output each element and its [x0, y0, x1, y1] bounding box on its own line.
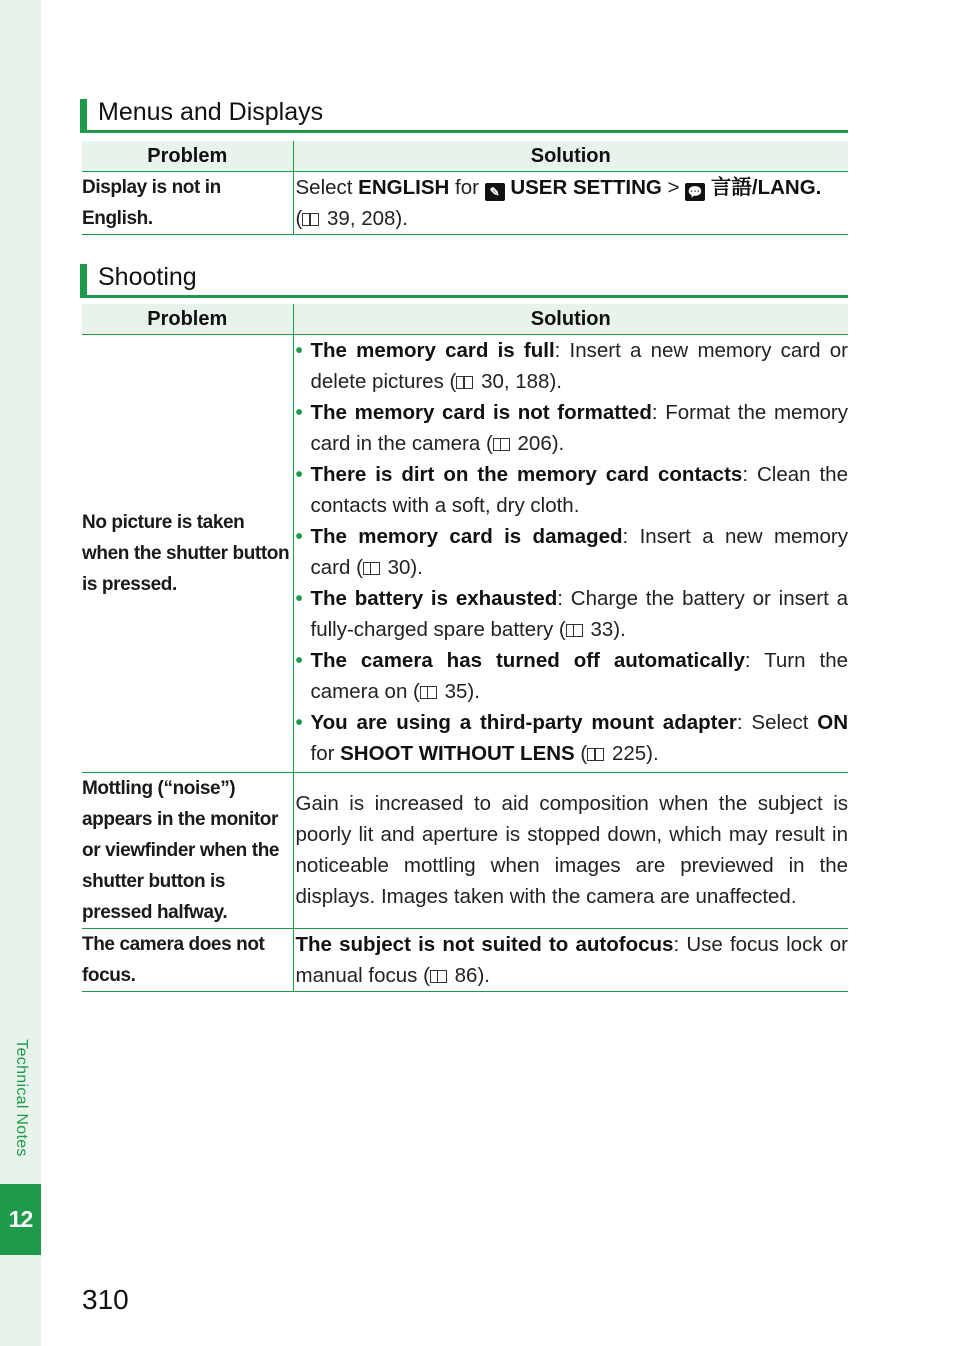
section-title: Menus and Displays: [98, 98, 324, 126]
book-page-ref-icon: [363, 562, 380, 575]
column-header-solution: Solution: [293, 141, 848, 172]
problem-cell: The camera does not focus.: [82, 934, 265, 986]
section-heading-menus: [80, 99, 848, 133]
page-reference[interactable]: 39, 208).: [327, 207, 408, 230]
list-item: • The memory card is not formatted: Format the memory card in the camera ( 206).: [295, 401, 848, 455]
table-row: [82, 929, 848, 992]
chapter-tab[interactable]: 12: [0, 1184, 41, 1255]
problem-cell: No picture is taken when the shutter button is pressed.: [82, 512, 290, 595]
page-reference[interactable]: 206).: [517, 432, 565, 455]
list-item: • There is dirt on the memory card contacts: Clean the contacts with a soft, dry cloth.: [295, 463, 848, 517]
book-page-ref-icon: [566, 624, 583, 637]
section-title: Shooting: [98, 263, 197, 291]
list-item: • The memory card is damaged: Insert a new memory card ( 30).: [295, 525, 848, 579]
solution-cell: [293, 929, 848, 992]
book-page-ref-icon: [430, 970, 447, 983]
section-heading-shooting: [80, 264, 848, 298]
problem-cell: Display is not in English.: [82, 177, 221, 229]
page-reference[interactable]: 33).: [590, 618, 626, 641]
problem-cell: Mottling (“noise”) appears in the monitor or viewfinder when the shutter button is pressed halfway.: [82, 778, 280, 923]
table-row: [82, 335, 848, 773]
solution-text: Gain is increased to aid composition when the subject is poorly lit and aperture is stopped down, which may result in noticeable mottling when images are previewed in the displays. Images taken with the camera are unaffected.: [295, 791, 848, 908]
page-reference[interactable]: 35).: [444, 680, 480, 703]
page-reference[interactable]: 30, 188).: [481, 370, 562, 393]
chapter-side-label: Technical Notes: [13, 1039, 30, 1157]
section-bar: [80, 264, 87, 295]
shooting-table: [82, 304, 848, 992]
column-header-problem: Problem: [82, 304, 293, 335]
page-reference[interactable]: 86).: [454, 964, 490, 987]
page-number: 310: [82, 1284, 129, 1315]
list-item: • The camera has turned off automatically: Turn the camera on ( 35).: [295, 649, 848, 703]
solution-bullet-list: [296, 335, 849, 769]
language-menu-icon: 💬: [685, 183, 705, 201]
book-page-ref-icon: [420, 686, 437, 699]
book-page-ref-icon: [302, 213, 319, 226]
solution-cell: [293, 773, 848, 929]
solution-cell: Select ENGLISH for ✎ USER SETTING > 💬 言語/LANG. ( 39, 208).: [293, 172, 848, 235]
column-header-solution: Solution: [293, 304, 848, 335]
page-reference[interactable]: 225).: [611, 742, 659, 765]
menus-table: [82, 141, 848, 235]
book-page-ref-icon: [587, 748, 604, 761]
user-setting-menu-icon: ✎: [485, 183, 505, 201]
book-page-ref-icon: [456, 376, 473, 389]
table-row: [82, 172, 848, 235]
list-item: • The memory card is full: Insert a new memory card or delete pictures ( 30, 188).: [295, 339, 848, 393]
table-row: [82, 773, 848, 929]
solution-cell: [293, 335, 848, 773]
book-page-ref-icon: [493, 438, 510, 451]
solution-text: The subject is not suited to autofocus: Use focus lock or manual focus ( 86).: [295, 933, 848, 987]
column-header-problem: Problem: [82, 141, 293, 172]
solution-text: Select ENGLISH for ✎ USER SETTING > 💬 言語/LANG.: [295, 176, 822, 199]
list-item: • The battery is exhausted: Charge the battery or insert a fully-charged spare battery ( 33).: [295, 587, 849, 641]
list-item: • You are using a third-party mount adapter: Select ON for SHOOT WITHOUT LENS ( 225).: [295, 711, 849, 765]
section-bar: [80, 99, 87, 130]
page-reference[interactable]: 30).: [387, 556, 423, 579]
